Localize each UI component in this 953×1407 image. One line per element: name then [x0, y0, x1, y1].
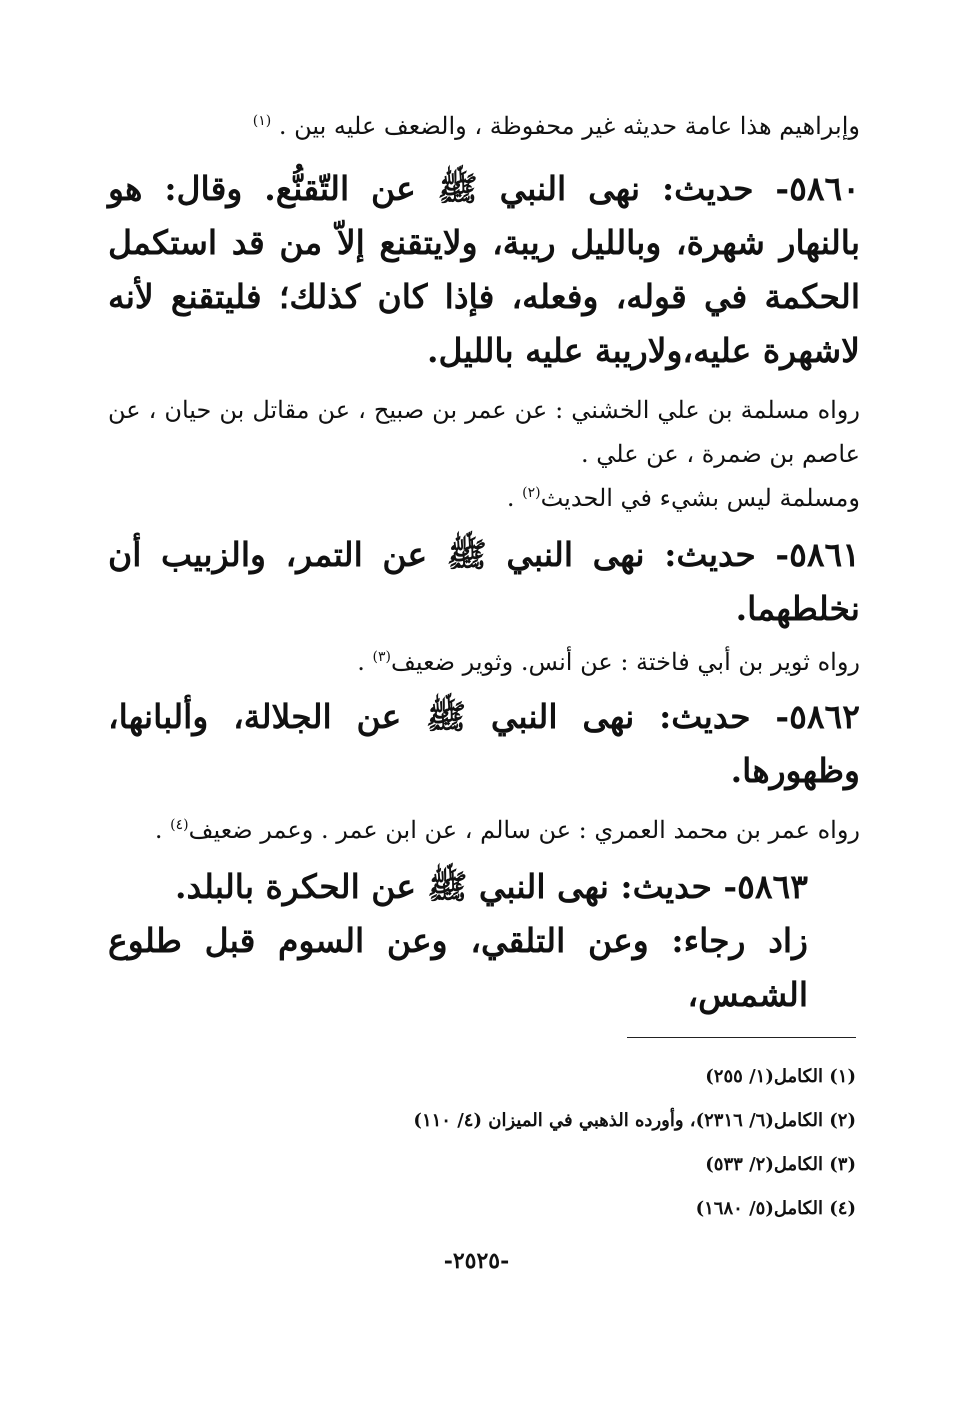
hadith-5863: ٥٨٦٣- حديث: نهى النبي ﷺ عن الحكرة بالبلد.: [175, 867, 808, 906]
hadith-5861-narration: رواه ثوير بن أبي فاختة : عن أنس. وثوير ضعيف$^{(٣)}$ .: [357, 648, 860, 676]
footnote-4: (٤) الكامل(٥/ ١٦٨٠): [695, 1198, 856, 1219]
hadith-5860: ٥٨٦٠- حديث: نهى النبي ﷺ عن التّقنُّع. وقال: هو بالنهار شهرة، وبالليل ريبة، ولايتقنع إلاّ من قد استكمل الحكمة في قوله، وفعله، فإذا كان كذلك؛ فليتقنع لأنه لاشهرة عليه،ولاريبة عليه بالليل.: [108, 169, 860, 370]
intro-text: وإبراهيم هذا عامة حديثه غير محفوظة ، والضعف عليه بين .: [278, 112, 860, 140]
footnote-ref-1: (١): [252, 113, 272, 129]
page-number: -٢٥٢٥-: [443, 1248, 510, 1274]
intro-line: [108, 104, 860, 148]
hadith-5860-narration: رواه مسلمة بن علي الخشني : عن عمر بن صبيح ، عن مقاتل بن حيان ، عن عاصم بن ضمرة ، عن علي .: [108, 396, 860, 468]
hadith-5860-note-text: ومسلمة ليس بشيء في الحديث: [540, 484, 860, 512]
hadith-5863-extra: زاد رجاء: وعن التلقي، وعن السوم قبل طلوع الشمس،: [108, 921, 808, 1014]
hadith-5860-note: ومسلمة ليس بشيء في الحديث$^{(٢)}$ .: [506, 484, 860, 512]
hadith-5861: ٥٨٦١- حديث: نهى النبي ﷺ عن التمر، والزبيب أن نخلطهما.: [108, 535, 860, 628]
footnote-2: (٢) الكامل(٦/ ٢٣١٦)، وأورده الذهبي في الميزان (٤/ ١١٠): [413, 1110, 856, 1131]
footnotes: [300, 1055, 856, 1231]
footnote-ref-4: (٤): [170, 817, 189, 833]
footnote-ref-2: (٢): [522, 485, 541, 501]
footnote-divider: [627, 1037, 856, 1038]
footnote-1: (١) الكامل(١/ ٢٥٥): [705, 1066, 856, 1087]
hadith-5862: ٥٨٦٢- حديث: نهى النبي ﷺ عن الجلالة، وألبانها، وظهورها.: [108, 697, 860, 790]
hadith-5861-narration-text: رواه ثوير بن أبي فاختة : عن أنس. وثوير ضعيف: [391, 648, 860, 676]
footnote-ref-3: (٣): [372, 649, 391, 665]
hadith-5862-narration-text: رواه عمر بن محمد العمري : عن سالم ، عن ابن عمر . وعمر ضعيف: [188, 816, 860, 844]
main-text: [108, 104, 860, 1022]
footnote-3: (٣) الكامل(٢/ ٥٣٣): [705, 1154, 856, 1175]
hadith-5862-narration: رواه عمر بن محمد العمري : عن سالم ، عن ابن عمر . وعمر ضعيف$^{(٤)}$ .: [154, 816, 860, 844]
